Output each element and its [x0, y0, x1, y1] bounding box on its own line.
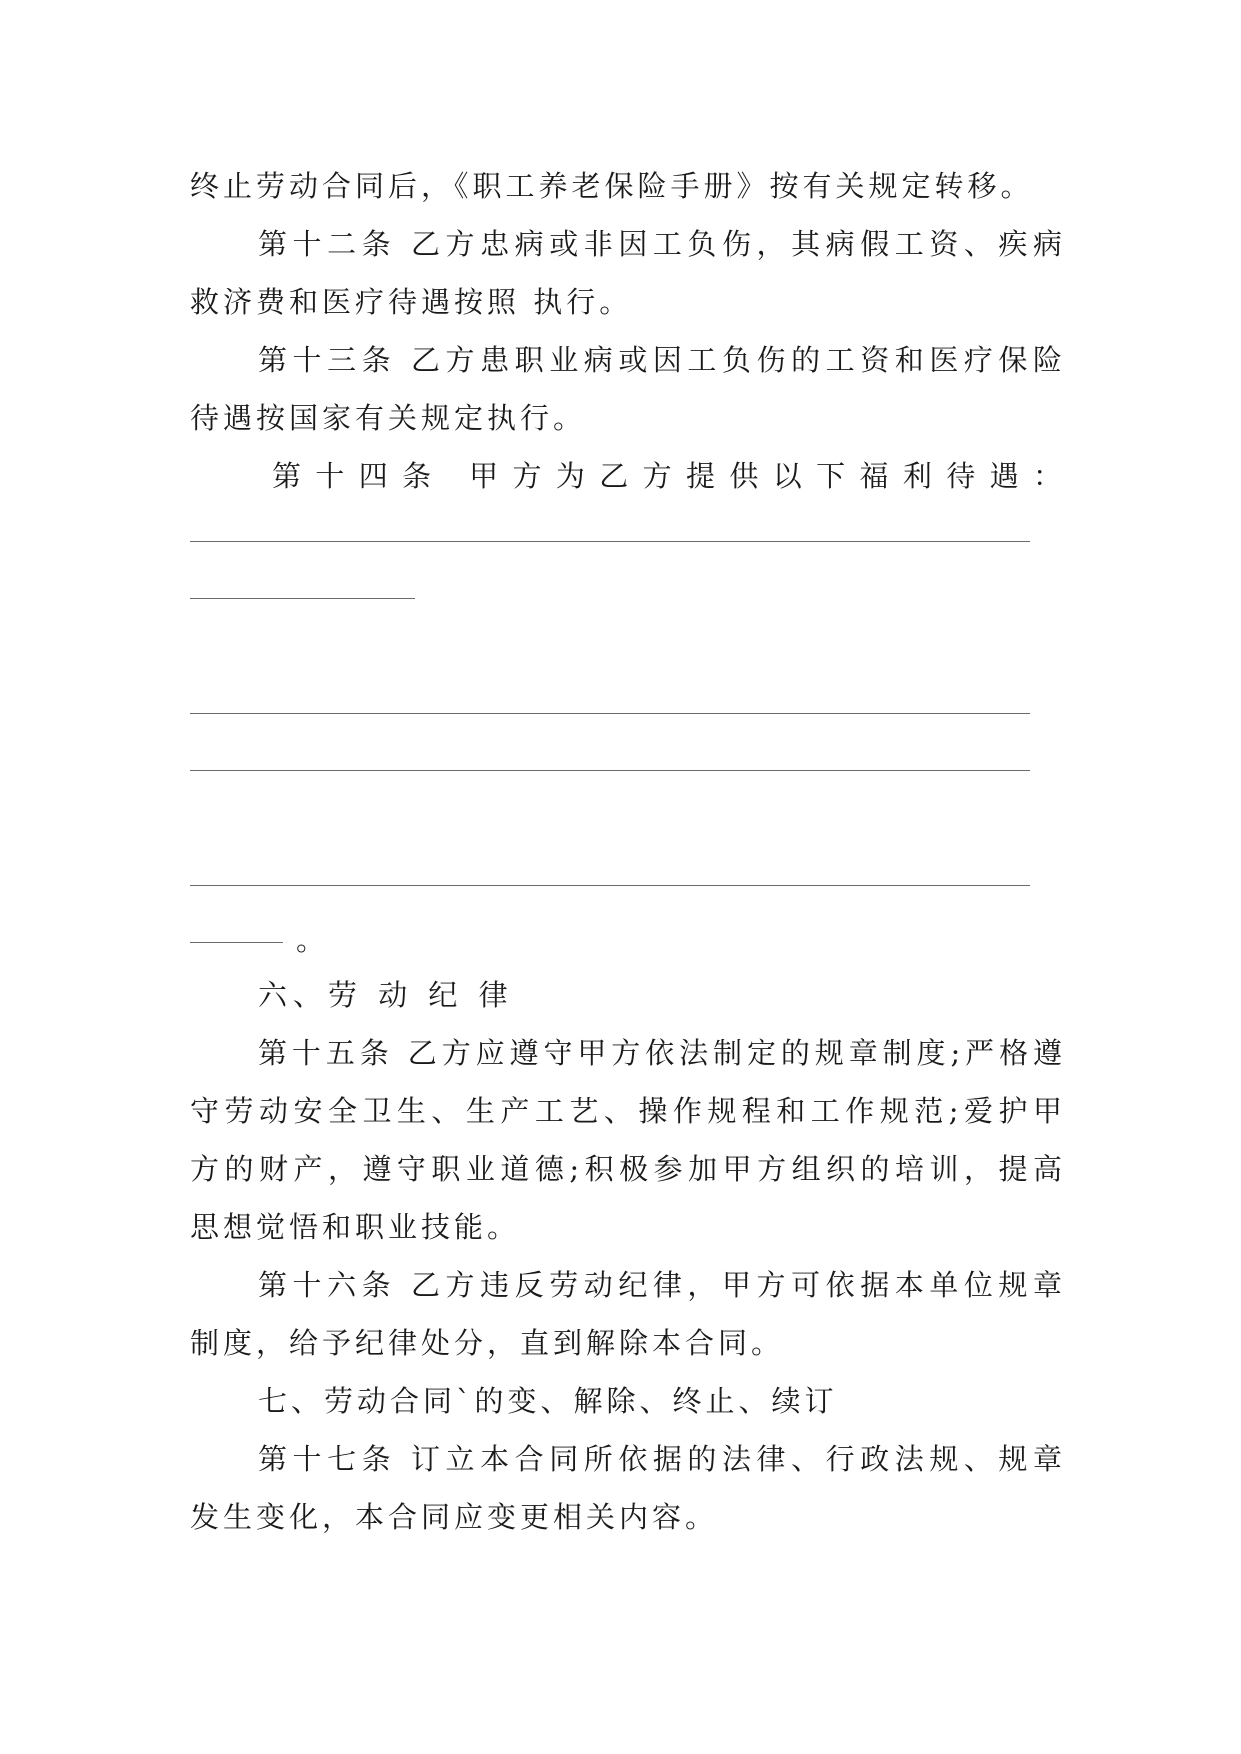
- blank-underline: [190, 713, 1030, 714]
- article-17-line: 第十七条 订立本合同所依据的法律、行政法规、规章: [258, 1442, 1062, 1476]
- blank-underline: [190, 541, 1030, 542]
- text-line: 救济费和医疗待遇按照 执行。: [190, 285, 633, 319]
- article-16-line: 第十六条 乙方违反劳动纪律，甲方可依据本单位规章: [258, 1268, 1062, 1302]
- article-15-line: 第十五条 乙方应遵守甲方依法制定的规章制度;严格遵: [258, 1036, 1062, 1070]
- text-line: 方的财产，遵守职业道德;积极参加甲方组织的培训，提高: [190, 1152, 1062, 1186]
- text-line: 待遇按国家有关规定执行。: [190, 401, 587, 435]
- article-14-line: 第十四条 甲方为乙方提供以下福利待遇：: [272, 459, 1062, 493]
- text-line: 守劳动安全卫生、生产工艺、操作规程和工作规范;爱护甲: [190, 1094, 1062, 1128]
- text-line: 思想觉悟和职业技能。: [190, 1210, 521, 1244]
- blank-underline: [190, 770, 1030, 771]
- text-line: 终止劳动合同后，《职工养老保险手册》按有关规定转移。: [190, 169, 1034, 203]
- section-heading-labor-discipline: 六、劳 动 纪 律: [258, 978, 514, 1012]
- text-line: 制度，给予纪律处分，直到解除本合同。: [190, 1326, 785, 1360]
- article-12-line: 第十二条 乙方忠病或非因工负伤，其病假工资、疾病: [258, 227, 1062, 261]
- blank-underline: [190, 942, 283, 943]
- period-mark: 。: [296, 923, 330, 957]
- blank-underline: [190, 598, 415, 599]
- text-line: 发生变化，本合同应变更相关内容。: [190, 1500, 719, 1534]
- blank-underline: [190, 885, 1030, 886]
- article-13-line: 第十三条 乙方患职业病或因工负伤的工资和医疗保险: [258, 343, 1062, 377]
- section-heading-contract-changes: 七、劳动合同`的变、解除、终止、续订: [258, 1384, 838, 1418]
